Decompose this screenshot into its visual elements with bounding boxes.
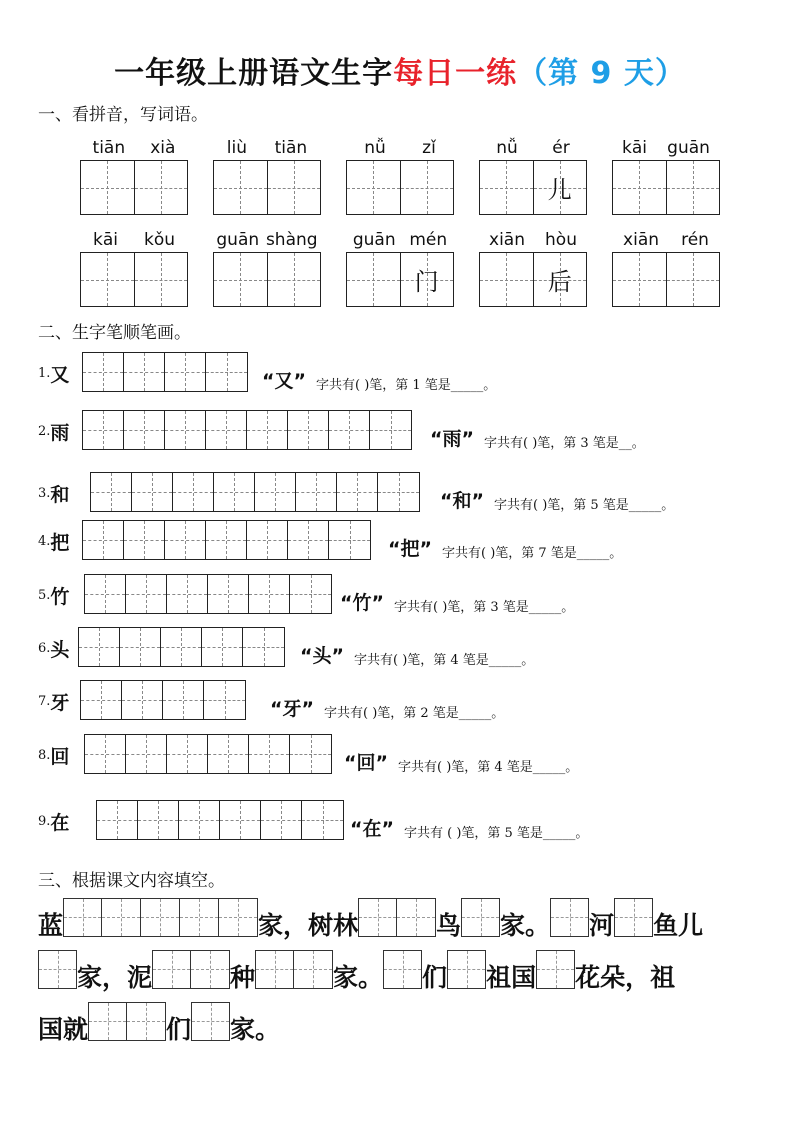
stroke-grid <box>82 410 412 450</box>
pinyin-syllable: tiān <box>92 138 126 158</box>
stroke-cell[interactable] <box>124 411 165 449</box>
stroke-cell[interactable] <box>138 801 179 839</box>
writing-cell[interactable] <box>268 253 321 306</box>
given-character <box>401 161 454 214</box>
row-number: 5. <box>38 587 51 603</box>
pinyin-label <box>346 228 454 252</box>
stroke-grid <box>84 734 332 774</box>
fill-box[interactable] <box>383 950 422 989</box>
fill-box[interactable] <box>141 898 180 937</box>
stroke-row <box>38 352 73 394</box>
fill-box[interactable] <box>191 1002 230 1041</box>
row-number: 7. <box>38 693 51 709</box>
fill-text: 们 <box>422 963 448 992</box>
pinyin-syllable: kāi <box>92 230 118 250</box>
stroke-cell[interactable] <box>249 735 290 773</box>
pinyin-syllable: mén <box>409 230 448 250</box>
pinyin-label <box>80 136 188 160</box>
stroke-cell[interactable] <box>214 473 255 511</box>
writing-cell[interactable] <box>667 161 720 214</box>
writing-cell[interactable] <box>81 253 135 306</box>
quoted-character: “回” <box>344 752 388 774</box>
writing-cell[interactable] <box>534 253 587 306</box>
stroke-cell[interactable] <box>206 411 247 449</box>
given-character <box>480 161 533 214</box>
fill-box[interactable] <box>294 950 333 989</box>
stroke-row <box>38 800 73 842</box>
question-text: 字共有( )笔，第 4 笔是_____。 <box>397 760 579 775</box>
given-character <box>135 161 188 214</box>
stroke-cell[interactable] <box>91 473 132 511</box>
stroke-row <box>38 472 73 514</box>
writing-cell[interactable] <box>268 161 321 214</box>
quoted-character: “雨” <box>430 428 474 450</box>
fill-box[interactable] <box>447 950 486 989</box>
quoted-character: “和” <box>440 490 484 512</box>
given-character <box>613 253 666 306</box>
stroke-cell[interactable] <box>202 628 243 666</box>
stroke-cell[interactable] <box>167 735 208 773</box>
writing-cell[interactable] <box>347 253 401 306</box>
pinyin-syllable: liù <box>226 138 248 158</box>
writing-cell[interactable] <box>667 253 720 306</box>
stroke-cell[interactable] <box>165 353 206 391</box>
fill-text: 种 <box>230 963 256 992</box>
stroke-cell[interactable] <box>247 521 288 559</box>
stroke-grid <box>96 800 344 840</box>
tianzige-grid <box>612 160 720 215</box>
stroke-cell[interactable] <box>83 353 124 391</box>
pinyin-word-item <box>479 136 587 215</box>
fill-box[interactable] <box>152 950 191 989</box>
pinyin-syllable: guān <box>667 138 710 158</box>
tianzige-grid <box>479 252 587 307</box>
stroke-cell[interactable] <box>290 735 331 773</box>
pinyin-syllable: xiān <box>489 230 525 250</box>
stroke-cell[interactable] <box>206 353 247 391</box>
target-character: 把 <box>50 531 70 554</box>
fill-row-2 <box>38 958 675 998</box>
given-character <box>347 253 400 306</box>
stroke-grid <box>90 472 420 512</box>
stroke-cell[interactable] <box>126 735 167 773</box>
stroke-cell[interactable] <box>302 801 343 839</box>
stroke-cell[interactable] <box>329 411 370 449</box>
fill-box[interactable] <box>127 1002 166 1041</box>
stroke-cell[interactable] <box>296 473 337 511</box>
title-part-red: 每日一练 <box>393 56 518 91</box>
tianzige-grid <box>346 252 454 307</box>
fill-box[interactable] <box>397 898 436 937</box>
writing-cell[interactable] <box>347 161 401 214</box>
given-character <box>81 161 134 214</box>
tianzige-grid <box>80 252 188 307</box>
fill-text: 鱼儿 <box>653 911 704 940</box>
pinyin-syllable: hòu <box>545 230 577 250</box>
pinyin-label <box>80 228 188 252</box>
fill-box[interactable] <box>219 898 258 937</box>
pinyin-syllable: xià <box>150 138 176 158</box>
fill-text: 鸟 <box>436 911 462 940</box>
given-character <box>268 253 321 306</box>
stroke-cell[interactable] <box>220 801 261 839</box>
stroke-cell[interactable] <box>288 521 329 559</box>
question-text: 字共有( )笔，第 5 笔是_____。 <box>493 498 675 513</box>
stroke-row <box>38 627 73 669</box>
pinyin-label <box>346 136 454 160</box>
writing-cell[interactable] <box>401 253 454 306</box>
fill-box[interactable] <box>461 898 500 937</box>
fill-text: 河 <box>589 911 615 940</box>
pinyin-syllable: nǚ <box>364 138 386 158</box>
stroke-row <box>38 574 73 616</box>
pinyin-syllable: guān <box>352 230 396 250</box>
question-text: 字共有 ( )笔，第 5 笔是_____。 <box>403 826 589 841</box>
stroke-row <box>38 680 73 722</box>
given-character <box>667 253 720 306</box>
stroke-question <box>270 694 504 721</box>
stroke-grid <box>78 627 285 667</box>
pinyin-syllable: xiān <box>623 230 660 250</box>
target-character: 又 <box>50 363 70 386</box>
fill-text: 蓝 <box>38 911 64 940</box>
stroke-grid <box>84 574 332 614</box>
tianzige-grid <box>612 252 720 307</box>
row-number: 1. <box>38 365 51 381</box>
pinyin-label <box>213 136 321 160</box>
question-text: 字共有( )笔，第 2 笔是_____。 <box>323 706 505 721</box>
stroke-cell[interactable] <box>132 473 173 511</box>
row-number: 8. <box>38 747 51 763</box>
writing-cell[interactable] <box>214 161 268 214</box>
pinyin-label <box>213 228 321 252</box>
row-number: 4. <box>38 533 51 549</box>
pinyin-syllable: zǐ <box>422 138 436 158</box>
fill-box[interactable] <box>63 898 102 937</box>
target-character: 雨 <box>50 421 70 444</box>
stroke-cell[interactable] <box>173 473 214 511</box>
stroke-cell[interactable] <box>120 628 161 666</box>
writing-cell[interactable] <box>135 253 188 306</box>
given-character <box>667 161 720 214</box>
fill-row-1 <box>38 906 703 946</box>
given-character <box>81 253 134 306</box>
stroke-question <box>430 424 645 451</box>
stroke-row <box>38 734 73 776</box>
given-character <box>480 253 533 306</box>
pinyin-label <box>612 228 720 252</box>
stroke-cell[interactable] <box>204 681 245 719</box>
writing-cell[interactable] <box>613 161 667 214</box>
pinyin-syllable: guān <box>216 230 260 250</box>
stroke-cell[interactable] <box>126 575 167 613</box>
question-text: 字共有( )笔，第 7 笔是_____。 <box>441 546 623 561</box>
stroke-cell[interactable] <box>97 801 138 839</box>
target-character: 和 <box>50 483 70 506</box>
pinyin-label <box>479 228 587 252</box>
stroke-cell[interactable] <box>290 575 331 613</box>
given-character <box>268 161 321 214</box>
target-character: 在 <box>50 811 70 834</box>
stroke-cell[interactable] <box>206 521 247 559</box>
stroke-row <box>38 410 73 452</box>
stroke-cell[interactable] <box>161 628 202 666</box>
section2-heading: 二、生字笔顺笔画。 <box>38 323 191 343</box>
tianzige-grid <box>479 160 587 215</box>
title-part-black: 一年级上册语文生字 <box>114 56 394 91</box>
pinyin-word-item <box>213 136 321 215</box>
given-character <box>214 161 267 214</box>
given-character <box>135 253 188 306</box>
stroke-cell[interactable] <box>255 473 296 511</box>
row-number: 9. <box>38 813 51 829</box>
fill-text: 家。 <box>333 963 384 992</box>
stroke-row <box>38 520 73 562</box>
fill-text: 家。 <box>500 911 551 940</box>
pinyin-syllable: tiān <box>274 138 308 158</box>
stroke-cell[interactable] <box>83 521 124 559</box>
pinyin-word-item <box>346 228 454 307</box>
stroke-cell[interactable] <box>85 735 126 773</box>
pinyin-word-item <box>80 228 188 307</box>
stroke-question <box>262 366 496 393</box>
fill-text: 们 <box>166 1015 192 1044</box>
stroke-question <box>388 534 622 561</box>
stroke-cell[interactable] <box>79 628 120 666</box>
stroke-cell[interactable] <box>288 411 329 449</box>
worksheet-title <box>0 48 800 92</box>
quoted-character: “头” <box>300 645 344 667</box>
title-part-blue: （第 9 天） <box>517 56 686 91</box>
pinyin-word-item <box>479 228 587 307</box>
fill-box[interactable] <box>614 898 653 937</box>
stroke-cell[interactable] <box>378 473 419 511</box>
question-text: 字共有( )笔，第 3 笔是__。 <box>483 436 645 451</box>
quoted-character: “把” <box>388 538 432 560</box>
pinyin-word-item <box>346 136 454 215</box>
fill-box[interactable] <box>88 1002 127 1041</box>
fill-row-3 <box>38 1010 280 1050</box>
question-text: 字共有( )笔，第 3 笔是_____。 <box>393 600 575 615</box>
stroke-question <box>350 814 588 841</box>
stroke-cell[interactable] <box>370 411 411 449</box>
fill-box[interactable] <box>102 898 141 937</box>
pinyin-word-item <box>612 228 720 307</box>
fill-box[interactable] <box>358 898 397 937</box>
fill-text: 国就 <box>38 1015 89 1044</box>
stroke-cell[interactable] <box>167 575 208 613</box>
stroke-cell[interactable] <box>329 521 370 559</box>
stroke-cell[interactable] <box>247 411 288 449</box>
quoted-character: “在” <box>350 818 394 840</box>
target-character: 头 <box>50 638 70 661</box>
stroke-cell[interactable] <box>122 681 163 719</box>
fill-text: 家，树林 <box>258 911 359 940</box>
stroke-cell[interactable] <box>124 521 165 559</box>
stroke-cell[interactable] <box>163 681 204 719</box>
writing-cell[interactable] <box>401 161 454 214</box>
stroke-cell[interactable] <box>337 473 378 511</box>
stroke-cell[interactable] <box>249 575 290 613</box>
pinyin-word-item <box>612 136 720 215</box>
given-character <box>613 161 666 214</box>
stroke-cell[interactable] <box>124 353 165 391</box>
writing-cell[interactable] <box>81 161 135 214</box>
pinyin-syllable: shàng <box>265 230 318 250</box>
quoted-character: “又” <box>262 370 306 392</box>
tianzige-grid <box>213 160 321 215</box>
row-number: 6. <box>38 640 51 656</box>
given-character: 后 <box>547 268 572 296</box>
row-number: 3. <box>38 485 51 501</box>
fill-text: 家，泥 <box>77 963 153 992</box>
writing-cell[interactable] <box>613 253 667 306</box>
stroke-cell[interactable] <box>261 801 302 839</box>
pinyin-label <box>612 136 720 160</box>
fill-box[interactable] <box>536 950 575 989</box>
stroke-grid <box>80 680 246 720</box>
fill-text: 祖国 <box>486 963 537 992</box>
tianzige-grid <box>213 252 321 307</box>
section3-heading: 三、根据课文内容填空。 <box>38 871 225 891</box>
fill-box[interactable] <box>255 950 294 989</box>
given-character: 儿 <box>547 176 572 204</box>
stroke-question <box>440 486 674 513</box>
question-text: 字共有( )笔，第 1 笔是_____。 <box>315 378 497 393</box>
stroke-cell[interactable] <box>208 575 249 613</box>
fill-box[interactable] <box>191 950 230 989</box>
given-character <box>214 253 267 306</box>
quoted-character: “竹” <box>340 592 384 614</box>
tianzige-grid <box>80 160 188 215</box>
stroke-question <box>300 641 534 668</box>
pinyin-label <box>479 136 587 160</box>
given-character: 门 <box>414 268 439 296</box>
pinyin-syllable: rén <box>681 230 709 250</box>
stroke-cell[interactable] <box>243 628 284 666</box>
stroke-cell[interactable] <box>208 735 249 773</box>
fill-box[interactable] <box>180 898 219 937</box>
pinyin-syllable: kāi <box>622 138 648 158</box>
pinyin-word-item <box>80 136 188 215</box>
question-text: 字共有( )笔，第 4 笔是_____。 <box>353 653 535 668</box>
writing-cell[interactable] <box>480 253 534 306</box>
stroke-cell[interactable] <box>85 575 126 613</box>
stroke-grid <box>82 352 248 392</box>
stroke-cell[interactable] <box>179 801 220 839</box>
writing-cell[interactable] <box>480 161 534 214</box>
pinyin-syllable: nǚ <box>496 138 518 158</box>
fill-text: 家。 <box>230 1015 281 1044</box>
pinyin-word-item <box>213 228 321 307</box>
fill-box[interactable] <box>38 950 77 989</box>
fill-text: 花朵，祖 <box>575 963 676 992</box>
stroke-cell[interactable] <box>165 411 206 449</box>
given-character <box>347 161 400 214</box>
section1-heading: 一、看拼音，写词语。 <box>38 105 208 125</box>
stroke-cell[interactable] <box>81 681 122 719</box>
writing-cell[interactable] <box>534 161 587 214</box>
writing-cell[interactable] <box>135 161 188 214</box>
stroke-question <box>340 588 574 615</box>
stroke-question <box>344 748 578 775</box>
target-character: 牙 <box>50 691 70 714</box>
quoted-character: “牙” <box>270 698 314 720</box>
pinyin-syllable: kǒu <box>143 230 175 250</box>
stroke-cell[interactable] <box>165 521 206 559</box>
stroke-grid <box>82 520 371 560</box>
target-character: 竹 <box>50 585 70 608</box>
target-character: 回 <box>50 745 70 768</box>
fill-box[interactable] <box>550 898 589 937</box>
row-number: 2. <box>38 423 51 439</box>
writing-cell[interactable] <box>214 253 268 306</box>
tianzige-grid <box>346 160 454 215</box>
pinyin-syllable: ér <box>552 138 570 158</box>
stroke-cell[interactable] <box>83 411 124 449</box>
